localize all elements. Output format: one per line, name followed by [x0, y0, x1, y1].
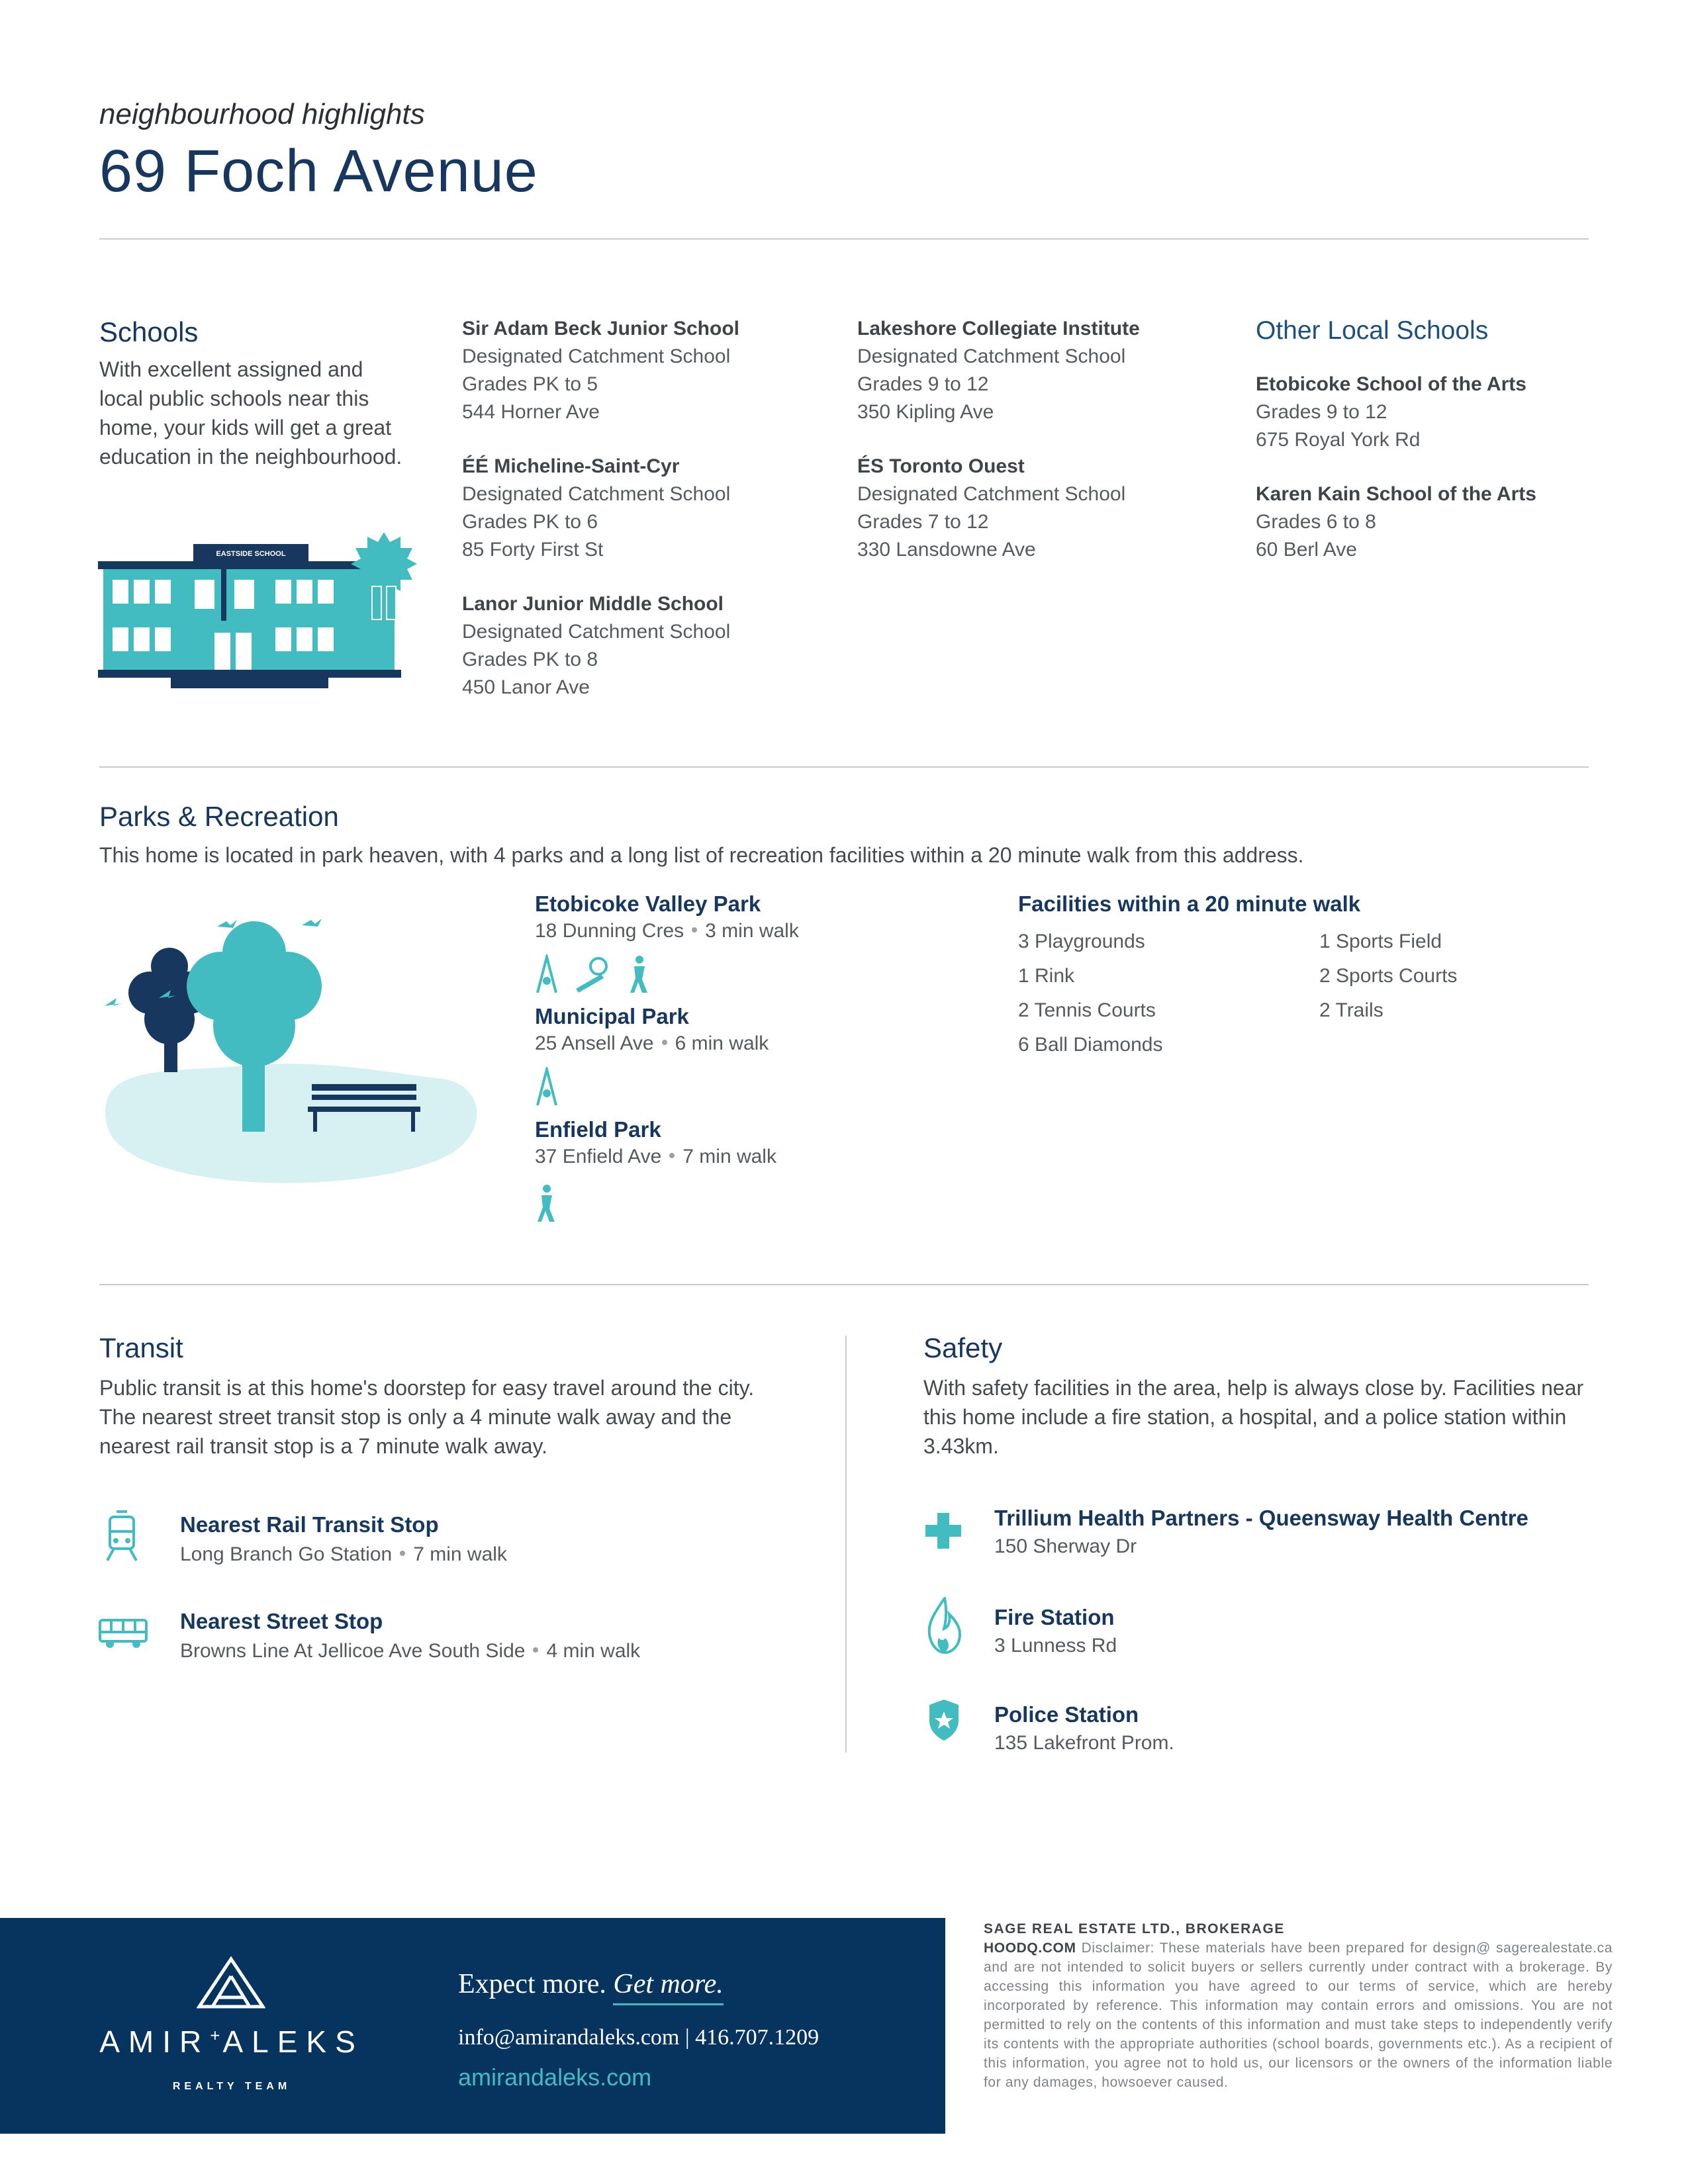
school-name: ÉÉ Micheline-Saint-Cyr [462, 455, 680, 477]
school-address: 85 Forty First St [462, 539, 604, 561]
school-entry [857, 453, 1140, 564]
rail-stop-label: Nearest Rail Transit Stop [180, 1512, 439, 1537]
school-entry [462, 315, 739, 426]
disclaimer-block [984, 1919, 1613, 2092]
park-location [535, 1032, 769, 1055]
transit-title: Transit [99, 1332, 183, 1363]
school-name: Etobicoke School of the Arts [1256, 373, 1526, 395]
park-name: Enfield Park [535, 1117, 661, 1142]
facility-item: 2 Sports Courts [1319, 965, 1458, 987]
school-address: 544 Horner Ave [462, 401, 600, 423]
hospital-address: 150 Sherway Dr [994, 1535, 1137, 1557]
brand-subtitle: REALTY TEAM [172, 2081, 291, 2092]
school-sign-text: EASTSIDE SCHOOL [216, 550, 286, 558]
park-walk: 6 min walk [675, 1032, 769, 1054]
park-walk: 7 min walk [682, 1146, 776, 1167]
safety-description: With safety facilities in the area, help is always close by. Facilities near this home include a fire station, a hospital, and a police station within 3.43km. [923, 1376, 1584, 1458]
divider [99, 238, 1589, 240]
police-station-address: 135 Lakefront Prom. [994, 1732, 1174, 1754]
school-name: Karen Kain School of the Arts [1256, 483, 1536, 505]
disclaimer-body: Disclaimer: These materials have been prepared for design@ sagerealestate.ca and are not intended to solicit buyers or sellers currently under contract with a brokerage. By accessing this information you have agreed to our terms of service, which are hereby incorporated by reference. This information may contain errors and omissions. You are not permitted to rely on the contents of this information and must take steps to independently verify its contents with the appropriate authorities (school boards, governments etc.). As a recipient of this information, you agree not to hold us, our licensors or the owners of the information liable for any damages, howsoever caused. [984, 1940, 1613, 2090]
footer-banner [0, 1918, 945, 2134]
park-location [535, 920, 799, 942]
school-type: Designated Catchment School [857, 483, 1126, 505]
transit-description: Public transit is at this home's doorstep for easy travel around the city. The nearest street transit stop is only a 4 minute walk away and the nearest rail transit stop is a 7 minute walk away. [99, 1376, 755, 1458]
park-name: Etobicoke Valley Park [535, 891, 761, 916]
school-address: 350 Kipling Ave [857, 401, 994, 423]
police-badge-icon [927, 1698, 961, 1742]
park-address: 18 Dunning Cres [535, 920, 684, 942]
other-schools-title: Other Local Schools [1256, 316, 1489, 345]
park-amenity-icons [535, 954, 654, 995]
school-address: 330 Lansdowne Ave [857, 539, 1036, 561]
hospital-name: Trillium Health Partners - Queensway Health Centre [994, 1506, 1528, 1530]
other-schools-list [1256, 371, 1536, 564]
tagline-main: Expect more. [458, 1969, 606, 1999]
facility-item: 2 Trails [1319, 999, 1383, 1021]
facility-item: 1 Rink [1018, 965, 1075, 987]
school-grades: Grades 9 to 12 [1256, 401, 1387, 423]
street-stop-walk: 4 min walk [546, 1640, 641, 1662]
park-address: 37 Enfield Ave [535, 1146, 662, 1167]
school-grades: Grades PK to 6 [462, 511, 598, 533]
school-name: Lanor Junior Middle School [462, 593, 724, 615]
playground-icon [538, 957, 556, 993]
catchment-schools-col1 [462, 315, 739, 702]
rail-stop-detail [180, 1543, 507, 1566]
school-name: Sir Adam Beck Junior School [462, 318, 739, 340]
rail-stop-name: Long Branch Go Station [180, 1543, 393, 1565]
facility-item: 6 Ball Diamonds [1018, 1034, 1163, 1056]
facility-item: 2 Tennis Courts [1018, 999, 1156, 1021]
school-address: 450 Lanor Ave [462, 676, 590, 698]
contact-info[interactable]: info@amirandaleks.com | 416.707.1209 [458, 2025, 820, 2050]
fire-station-address: 3 Lunness Rd [994, 1635, 1117, 1657]
bus-icon [98, 1617, 150, 1651]
page-kicker: neighbourhood highlights [99, 98, 425, 130]
school-grades: Grades PK to 5 [462, 373, 598, 395]
park-illustration [98, 913, 482, 1191]
school-type: Designated Catchment School [462, 621, 731, 643]
sports-icon [576, 958, 606, 993]
brand-name [73, 2024, 391, 2060]
parks-title: Parks & Recreation [99, 801, 339, 832]
school-grades: Grades 6 to 8 [1256, 511, 1376, 533]
school-name: Lakeshore Collegiate Institute [857, 318, 1140, 340]
brand-name-left: AMIR [99, 2025, 211, 2059]
school-name: ÉS Toronto Ouest [857, 455, 1025, 477]
facility-item: 1 Sports Field [1319, 931, 1442, 952]
divider [99, 1284, 1589, 1285]
park-walk: 3 min walk [705, 920, 799, 942]
trail-icon [630, 956, 647, 993]
street-stop-name: Browns Line At Jellicoe Ave South Side [180, 1640, 526, 1662]
fire-station-name: Fire Station [994, 1605, 1115, 1629]
park-location [535, 1146, 776, 1168]
brand-plus: + [210, 2025, 223, 2046]
divider [99, 766, 1589, 768]
park-name: Municipal Park [535, 1004, 689, 1028]
separator-dot [669, 1153, 675, 1158]
school-type: Designated Catchment School [857, 345, 1126, 367]
separator-dot [400, 1551, 405, 1556]
page-title: 69 Foch Avenue [99, 138, 538, 205]
street-stop-detail [180, 1640, 640, 1662]
school-entry [462, 590, 739, 702]
playground-icon [535, 1067, 561, 1108]
school-grades: Grades 9 to 12 [857, 373, 989, 395]
disclaimer-text [984, 1938, 1613, 2092]
facilities-title: Facilities within a 20 minute walk [1018, 891, 1361, 916]
hoodq-label: HOODQ.COM [984, 1940, 1076, 1956]
school-entry [1256, 371, 1536, 454]
column-divider [845, 1336, 847, 1752]
separator-dot [662, 1040, 667, 1045]
train-icon [105, 1510, 139, 1562]
rail-stop-walk: 7 min walk [413, 1543, 507, 1565]
tagline [458, 1968, 724, 2000]
separator-dot [533, 1647, 538, 1653]
school-entry [462, 453, 739, 564]
schools-description: With excellent assigned and local public schools near this home, your kids will get a great education in the neighbourhood. [99, 357, 402, 469]
facilities-col2 [1319, 925, 1457, 1028]
catchment-schools-col2 [857, 315, 1140, 564]
school-type: Designated Catchment School [462, 345, 731, 367]
school-type: Designated Catchment School [462, 483, 731, 505]
school-address: 675 Royal York Rd [1256, 429, 1421, 451]
police-station-name: Police Station [994, 1702, 1139, 1727]
website-link[interactable]: amirandaleks.com [458, 2064, 652, 2091]
brand-logo-icon [197, 1956, 265, 2009]
school-entry [857, 315, 1140, 426]
school-grades: Grades 7 to 12 [857, 511, 989, 533]
parks-description: This home is located in park heaven, with 4 parks and a long list of recreation facilities within a 20 minute walk from this address. [99, 843, 1304, 867]
trail-icon [535, 1183, 561, 1224]
facility-item: 3 Playgrounds [1018, 931, 1145, 952]
brand-name-right: ALEKS [222, 2025, 364, 2059]
safety-title: Safety [923, 1332, 1003, 1363]
street-stop-label: Nearest Street Stop [180, 1609, 383, 1633]
separator-dot [692, 927, 697, 933]
school-grades: Grades PK to 8 [462, 649, 598, 670]
hospital-cross-icon [924, 1512, 962, 1550]
school-building-illustration [98, 528, 429, 694]
tagline-emphasis: Get more. [613, 1969, 723, 2005]
brokerage-name: SAGE REAL ESTATE LTD., BROKERAGE [984, 1921, 1285, 1936]
school-entry [1256, 480, 1536, 564]
facilities-col1 [1018, 925, 1162, 1062]
fire-icon [927, 1597, 962, 1654]
park-address: 25 Ansell Ave [535, 1032, 654, 1054]
schools-title: Schools [99, 316, 199, 347]
school-address: 60 Berl Ave [1256, 539, 1357, 561]
